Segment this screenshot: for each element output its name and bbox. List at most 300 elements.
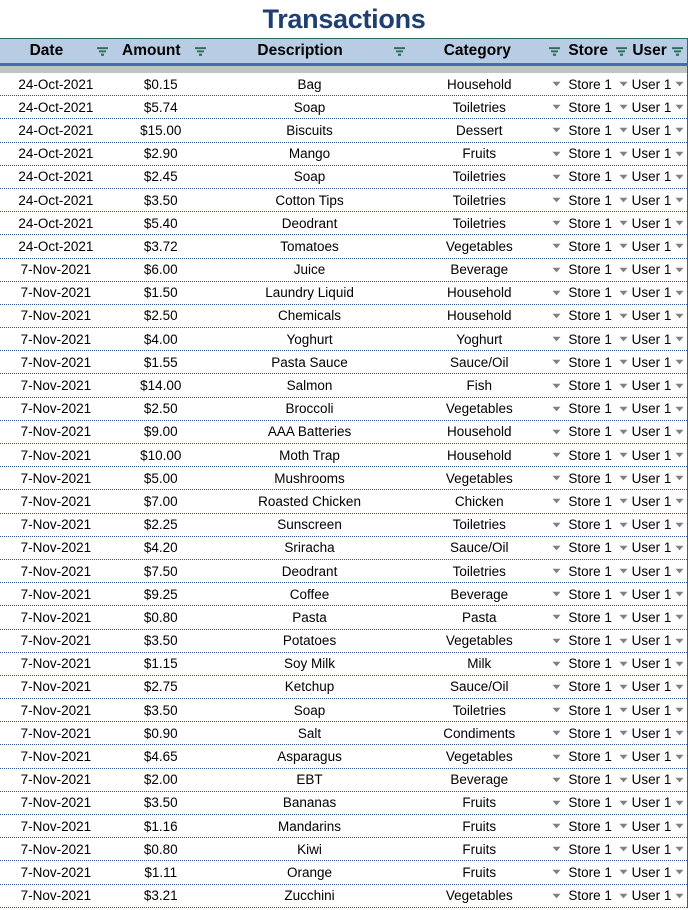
chevron-down-icon[interactable] <box>551 290 562 296</box>
chevron-down-icon[interactable] <box>674 754 685 760</box>
table-row[interactable] <box>0 398 687 421</box>
cell-category[interactable] <box>409 305 564 327</box>
chevron-down-icon[interactable] <box>551 104 562 110</box>
cell-description[interactable] <box>210 560 410 582</box>
chevron-down-icon[interactable] <box>674 359 685 365</box>
chevron-down-icon[interactable] <box>618 498 629 504</box>
cell-store[interactable] <box>564 792 631 814</box>
cell-category[interactable] <box>409 676 564 698</box>
cell-category[interactable] <box>409 653 564 675</box>
cell-category[interactable] <box>409 861 564 883</box>
chevron-down-icon[interactable] <box>551 498 562 504</box>
table-row[interactable] <box>0 212 687 235</box>
cell-date[interactable] <box>0 699 112 721</box>
cell-user[interactable] <box>631 143 687 165</box>
cell-description[interactable] <box>210 653 410 675</box>
column-header-date[interactable] <box>0 39 112 63</box>
cell-user[interactable] <box>631 606 687 628</box>
table-row[interactable] <box>0 374 687 397</box>
cell-store[interactable] <box>564 490 631 512</box>
cell-description[interactable] <box>210 212 410 234</box>
table-row[interactable] <box>0 143 687 166</box>
cell-category[interactable] <box>409 282 564 304</box>
cell-store[interactable] <box>564 745 631 767</box>
table-row[interactable] <box>0 490 687 513</box>
cell-amount[interactable] <box>112 444 210 466</box>
cell-store[interactable] <box>564 351 631 373</box>
cell-description[interactable] <box>210 490 410 512</box>
cell-amount[interactable] <box>112 583 210 605</box>
cell-store[interactable] <box>564 374 631 396</box>
table-row[interactable] <box>0 259 687 282</box>
cell-user[interactable] <box>631 583 687 605</box>
cell-category[interactable] <box>409 490 564 512</box>
table-row[interactable] <box>0 792 687 815</box>
cell-store[interactable] <box>564 699 631 721</box>
chevron-down-icon[interactable] <box>551 197 562 203</box>
table-row[interactable] <box>0 653 687 676</box>
cell-description[interactable] <box>210 838 410 860</box>
chevron-down-icon[interactable] <box>674 127 685 133</box>
chevron-down-icon[interactable] <box>618 104 629 110</box>
chevron-down-icon[interactable] <box>618 197 629 203</box>
cell-user[interactable] <box>631 560 687 582</box>
chevron-down-icon[interactable] <box>674 498 685 504</box>
chevron-down-icon[interactable] <box>551 869 562 875</box>
chevron-down-icon[interactable] <box>674 197 685 203</box>
cell-category[interactable] <box>409 792 564 814</box>
cell-category[interactable] <box>409 96 564 118</box>
cell-date[interactable] <box>0 630 112 652</box>
chevron-down-icon[interactable] <box>551 893 562 899</box>
table-row[interactable] <box>0 583 687 606</box>
cell-store[interactable] <box>564 119 631 141</box>
cell-amount[interactable] <box>112 560 210 582</box>
chevron-down-icon[interactable] <box>618 336 629 342</box>
cell-store[interactable] <box>564 166 631 188</box>
chevron-down-icon[interactable] <box>674 104 685 110</box>
cell-date[interactable] <box>0 374 112 396</box>
cell-date[interactable] <box>0 861 112 883</box>
cell-store[interactable] <box>564 861 631 883</box>
cell-date[interactable] <box>0 537 112 559</box>
chevron-down-icon[interactable] <box>551 777 562 783</box>
cell-store[interactable] <box>564 467 631 489</box>
cell-amount[interactable] <box>112 328 210 350</box>
cell-amount[interactable] <box>112 305 210 327</box>
cell-description[interactable] <box>210 259 410 281</box>
chevron-down-icon[interactable] <box>551 151 562 157</box>
cell-category[interactable] <box>409 398 564 420</box>
cell-date[interactable] <box>0 351 112 373</box>
chevron-down-icon[interactable] <box>618 638 629 644</box>
chevron-down-icon[interactable] <box>674 267 685 273</box>
cell-date[interactable] <box>0 119 112 141</box>
cell-description[interactable] <box>210 630 410 652</box>
cell-user[interactable] <box>631 235 687 257</box>
cell-description[interactable] <box>210 722 410 744</box>
cell-description[interactable] <box>210 769 410 791</box>
cell-category[interactable] <box>409 119 564 141</box>
chevron-down-icon[interactable] <box>618 174 629 180</box>
cell-amount[interactable] <box>112 374 210 396</box>
cell-description[interactable] <box>210 328 410 350</box>
table-row[interactable] <box>0 444 687 467</box>
chevron-down-icon[interactable] <box>674 730 685 736</box>
chevron-down-icon[interactable] <box>551 174 562 180</box>
cell-amount[interactable] <box>112 653 210 675</box>
cell-category[interactable] <box>409 259 564 281</box>
cell-amount[interactable] <box>112 745 210 767</box>
chevron-down-icon[interactable] <box>674 684 685 690</box>
cell-date[interactable] <box>0 143 112 165</box>
cell-category[interactable] <box>409 630 564 652</box>
chevron-down-icon[interactable] <box>674 568 685 574</box>
cell-amount[interactable] <box>112 235 210 257</box>
cell-date[interactable] <box>0 96 112 118</box>
chevron-down-icon[interactable] <box>618 568 629 574</box>
cell-date[interactable] <box>0 212 112 234</box>
filter-funnel-icon[interactable] <box>393 45 406 58</box>
cell-store[interactable] <box>564 537 631 559</box>
cell-date[interactable] <box>0 259 112 281</box>
cell-store[interactable] <box>564 73 631 95</box>
table-row[interactable] <box>0 235 687 258</box>
cell-user[interactable] <box>631 444 687 466</box>
cell-user[interactable] <box>631 861 687 883</box>
chevron-down-icon[interactable] <box>674 429 685 435</box>
chevron-down-icon[interactable] <box>618 475 629 481</box>
cell-amount[interactable] <box>112 166 210 188</box>
cell-user[interactable] <box>631 514 687 536</box>
cell-category[interactable] <box>409 73 564 95</box>
cell-store[interactable] <box>564 259 631 281</box>
chevron-down-icon[interactable] <box>551 383 562 389</box>
cell-amount[interactable] <box>112 792 210 814</box>
cell-user[interactable] <box>631 421 687 443</box>
chevron-down-icon[interactable] <box>551 614 562 620</box>
cell-amount[interactable] <box>112 282 210 304</box>
cell-store[interactable] <box>564 212 631 234</box>
cell-description[interactable] <box>210 143 410 165</box>
table-row[interactable] <box>0 861 687 884</box>
cell-amount[interactable] <box>112 537 210 559</box>
chevron-down-icon[interactable] <box>674 406 685 412</box>
cell-date[interactable] <box>0 467 112 489</box>
column-header-amount[interactable] <box>112 39 210 63</box>
cell-store[interactable] <box>564 514 631 536</box>
chevron-down-icon[interactable] <box>674 383 685 389</box>
cell-date[interactable] <box>0 189 112 211</box>
cell-category[interactable] <box>409 722 564 744</box>
filter-funnel-icon[interactable] <box>671 45 684 58</box>
chevron-down-icon[interactable] <box>618 81 629 87</box>
chevron-down-icon[interactable] <box>551 568 562 574</box>
cell-category[interactable] <box>409 421 564 443</box>
table-row[interactable] <box>0 351 687 374</box>
chevron-down-icon[interactable] <box>674 614 685 620</box>
chevron-down-icon[interactable] <box>618 267 629 273</box>
chevron-down-icon[interactable] <box>674 151 685 157</box>
cell-date[interactable] <box>0 514 112 536</box>
chevron-down-icon[interactable] <box>618 127 629 133</box>
chevron-down-icon[interactable] <box>674 243 685 249</box>
chevron-down-icon[interactable] <box>618 893 629 899</box>
chevron-down-icon[interactable] <box>674 707 685 713</box>
table-row[interactable] <box>0 467 687 490</box>
cell-date[interactable] <box>0 166 112 188</box>
cell-description[interactable] <box>210 374 410 396</box>
cell-category[interactable] <box>409 537 564 559</box>
cell-description[interactable] <box>210 815 410 837</box>
cell-store[interactable] <box>564 769 631 791</box>
cell-date[interactable] <box>0 421 112 443</box>
cell-store[interactable] <box>564 630 631 652</box>
cell-store[interactable] <box>564 96 631 118</box>
chevron-down-icon[interactable] <box>618 800 629 806</box>
cell-store[interactable] <box>564 143 631 165</box>
chevron-down-icon[interactable] <box>674 777 685 783</box>
chevron-down-icon[interactable] <box>618 290 629 296</box>
cell-category[interactable] <box>409 560 564 582</box>
chevron-down-icon[interactable] <box>618 684 629 690</box>
cell-amount[interactable] <box>112 189 210 211</box>
chevron-down-icon[interactable] <box>674 475 685 481</box>
chevron-down-icon[interactable] <box>618 359 629 365</box>
chevron-down-icon[interactable] <box>551 522 562 528</box>
chevron-down-icon[interactable] <box>618 452 629 458</box>
cell-category[interactable] <box>409 769 564 791</box>
cell-description[interactable] <box>210 73 410 95</box>
table-row[interactable] <box>0 514 687 537</box>
cell-user[interactable] <box>631 838 687 860</box>
table-row[interactable] <box>0 96 687 119</box>
chevron-down-icon[interactable] <box>674 545 685 551</box>
chevron-down-icon[interactable] <box>551 800 562 806</box>
cell-user[interactable] <box>631 119 687 141</box>
chevron-down-icon[interactable] <box>674 313 685 319</box>
cell-description[interactable] <box>210 514 410 536</box>
cell-category[interactable] <box>409 699 564 721</box>
chevron-down-icon[interactable] <box>674 661 685 667</box>
cell-amount[interactable] <box>112 676 210 698</box>
chevron-down-icon[interactable] <box>551 220 562 226</box>
table-row[interactable] <box>0 560 687 583</box>
table-row[interactable] <box>0 885 687 908</box>
cell-description[interactable] <box>210 166 410 188</box>
chevron-down-icon[interactable] <box>551 313 562 319</box>
cell-category[interactable] <box>409 143 564 165</box>
chevron-down-icon[interactable] <box>674 81 685 87</box>
chevron-down-icon[interactable] <box>618 730 629 736</box>
cell-category[interactable] <box>409 166 564 188</box>
chevron-down-icon[interactable] <box>618 545 629 551</box>
cell-store[interactable] <box>564 722 631 744</box>
chevron-down-icon[interactable] <box>674 823 685 829</box>
chevron-down-icon[interactable] <box>618 313 629 319</box>
chevron-down-icon[interactable] <box>674 290 685 296</box>
cell-description[interactable] <box>210 676 410 698</box>
cell-amount[interactable] <box>112 421 210 443</box>
cell-user[interactable] <box>631 653 687 675</box>
chevron-down-icon[interactable] <box>551 475 562 481</box>
table-row[interactable] <box>0 189 687 212</box>
cell-amount[interactable] <box>112 490 210 512</box>
chevron-down-icon[interactable] <box>551 730 562 736</box>
table-row[interactable] <box>0 537 687 560</box>
table-row[interactable] <box>0 305 687 328</box>
cell-date[interactable] <box>0 745 112 767</box>
cell-amount[interactable] <box>112 722 210 744</box>
cell-date[interactable] <box>0 838 112 860</box>
cell-user[interactable] <box>631 490 687 512</box>
chevron-down-icon[interactable] <box>674 800 685 806</box>
cell-amount[interactable] <box>112 885 210 907</box>
cell-user[interactable] <box>631 259 687 281</box>
cell-description[interactable] <box>210 745 410 767</box>
cell-store[interactable] <box>564 282 631 304</box>
cell-description[interactable] <box>210 305 410 327</box>
cell-date[interactable] <box>0 73 112 95</box>
chevron-down-icon[interactable] <box>551 684 562 690</box>
chevron-down-icon[interactable] <box>618 522 629 528</box>
chevron-down-icon[interactable] <box>618 754 629 760</box>
cell-category[interactable] <box>409 212 564 234</box>
cell-store[interactable] <box>564 676 631 698</box>
chevron-down-icon[interactable] <box>551 545 562 551</box>
chevron-down-icon[interactable] <box>674 220 685 226</box>
cell-amount[interactable] <box>112 351 210 373</box>
filter-funnel-icon[interactable] <box>548 45 561 58</box>
cell-description[interactable] <box>210 861 410 883</box>
cell-amount[interactable] <box>112 119 210 141</box>
cell-description[interactable] <box>210 444 410 466</box>
chevron-down-icon[interactable] <box>551 336 562 342</box>
cell-amount[interactable] <box>112 815 210 837</box>
cell-category[interactable] <box>409 374 564 396</box>
cell-date[interactable] <box>0 282 112 304</box>
chevron-down-icon[interactable] <box>618 383 629 389</box>
cell-user[interactable] <box>631 676 687 698</box>
cell-date[interactable] <box>0 815 112 837</box>
chevron-down-icon[interactable] <box>551 846 562 852</box>
chevron-down-icon[interactable] <box>551 429 562 435</box>
chevron-down-icon[interactable] <box>551 406 562 412</box>
table-row[interactable] <box>0 630 687 653</box>
chevron-down-icon[interactable] <box>551 591 562 597</box>
cell-category[interactable] <box>409 467 564 489</box>
filter-funnel-icon[interactable] <box>194 45 207 58</box>
cell-date[interactable] <box>0 398 112 420</box>
cell-category[interactable] <box>409 514 564 536</box>
table-row[interactable] <box>0 699 687 722</box>
cell-description[interactable] <box>210 699 410 721</box>
chevron-down-icon[interactable] <box>618 591 629 597</box>
table-row[interactable] <box>0 815 687 838</box>
filter-funnel-icon[interactable] <box>615 45 628 58</box>
cell-date[interactable] <box>0 676 112 698</box>
table-row[interactable] <box>0 73 687 96</box>
cell-category[interactable] <box>409 444 564 466</box>
cell-date[interactable] <box>0 583 112 605</box>
chevron-down-icon[interactable] <box>618 614 629 620</box>
cell-category[interactable] <box>409 815 564 837</box>
chevron-down-icon[interactable] <box>551 452 562 458</box>
cell-amount[interactable] <box>112 96 210 118</box>
cell-amount[interactable] <box>112 699 210 721</box>
cell-description[interactable] <box>210 119 410 141</box>
column-header-description[interactable] <box>210 39 410 63</box>
cell-category[interactable] <box>409 235 564 257</box>
cell-date[interactable] <box>0 560 112 582</box>
cell-date[interactable] <box>0 444 112 466</box>
table-row[interactable] <box>0 282 687 305</box>
cell-store[interactable] <box>564 398 631 420</box>
cell-store[interactable] <box>564 189 631 211</box>
cell-user[interactable] <box>631 398 687 420</box>
cell-category[interactable] <box>409 838 564 860</box>
chevron-down-icon[interactable] <box>618 661 629 667</box>
cell-category[interactable] <box>409 351 564 373</box>
cell-user[interactable] <box>631 769 687 791</box>
chevron-down-icon[interactable] <box>674 522 685 528</box>
cell-description[interactable] <box>210 398 410 420</box>
cell-description[interactable] <box>210 235 410 257</box>
cell-date[interactable] <box>0 305 112 327</box>
chevron-down-icon[interactable] <box>618 846 629 852</box>
cell-date[interactable] <box>0 885 112 907</box>
chevron-down-icon[interactable] <box>551 754 562 760</box>
chevron-down-icon[interactable] <box>674 591 685 597</box>
chevron-down-icon[interactable] <box>551 638 562 644</box>
column-header-user[interactable] <box>631 39 687 63</box>
cell-category[interactable] <box>409 583 564 605</box>
cell-amount[interactable] <box>112 212 210 234</box>
cell-description[interactable] <box>210 885 410 907</box>
cell-store[interactable] <box>564 444 631 466</box>
cell-date[interactable] <box>0 328 112 350</box>
cell-amount[interactable] <box>112 467 210 489</box>
chevron-down-icon[interactable] <box>618 220 629 226</box>
cell-amount[interactable] <box>112 514 210 536</box>
cell-user[interactable] <box>631 305 687 327</box>
chevron-down-icon[interactable] <box>551 707 562 713</box>
chevron-down-icon[interactable] <box>674 893 685 899</box>
cell-amount[interactable] <box>112 73 210 95</box>
cell-description[interactable] <box>210 606 410 628</box>
chevron-down-icon[interactable] <box>674 452 685 458</box>
cell-store[interactable] <box>564 328 631 350</box>
cell-store[interactable] <box>564 305 631 327</box>
table-row[interactable] <box>0 676 687 699</box>
table-row[interactable] <box>0 606 687 629</box>
table-row[interactable] <box>0 119 687 142</box>
cell-description[interactable] <box>210 96 410 118</box>
cell-user[interactable] <box>631 722 687 744</box>
chevron-down-icon[interactable] <box>618 243 629 249</box>
chevron-down-icon[interactable] <box>551 243 562 249</box>
chevron-down-icon[interactable] <box>618 707 629 713</box>
table-row[interactable] <box>0 722 687 745</box>
cell-user[interactable] <box>631 467 687 489</box>
cell-amount[interactable] <box>112 259 210 281</box>
cell-category[interactable] <box>409 606 564 628</box>
cell-user[interactable] <box>631 792 687 814</box>
cell-description[interactable] <box>210 421 410 443</box>
cell-description[interactable] <box>210 537 410 559</box>
chevron-down-icon[interactable] <box>674 869 685 875</box>
table-row[interactable] <box>0 745 687 768</box>
